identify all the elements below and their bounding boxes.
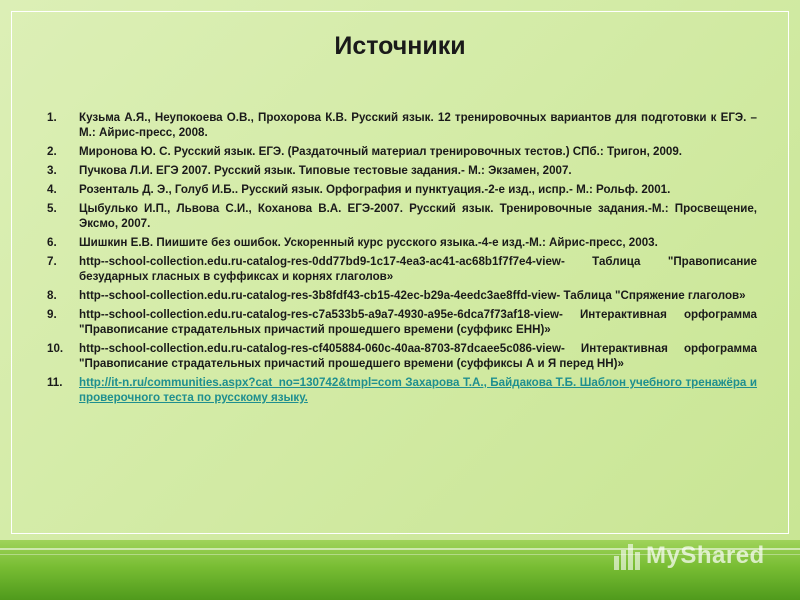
source-item [47, 163, 757, 178]
source-link[interactable]: http://it-n.ru/communities.aspx?cat_no=130742&tmpl=com Захарова Т.А., Байдакова Т.Б. Шаблон учебного тренажёра и проверочного теста по русскому языку. [79, 376, 757, 404]
source-item-link [47, 375, 757, 405]
source-text: Пучкова Л.И. ЕГЭ 2007. Русский язык. Типовые тестовые задания.- М.: Экзамен, 2007. [79, 164, 572, 177]
source-number: 3. [47, 164, 57, 177]
slide-title: Источники [334, 32, 466, 60]
source-item [47, 254, 757, 284]
source-number: 6. [47, 236, 57, 249]
watermark [612, 538, 792, 578]
source-item [47, 182, 757, 197]
source-number: 2. [47, 145, 57, 158]
source-item [47, 110, 757, 140]
source-text: Кузьма А.Я., Неупокоева О.В., Прохорова К.В. Русский язык. 12 тренировочных вариантов для подготовки к ЕГЭ. –М.: Айрис-пресс, 2008. [79, 111, 757, 139]
source-text: Шишкин Е.В. Пиишите без ошибок. Ускоренный курс русского языка.-4-е изд.-М.: Айрис-пресс, 2003. [79, 236, 658, 249]
source-item [47, 288, 757, 303]
source-text: Цыбулько И.П., Львова С.И., Коханова В.А. ЕГЭ-2007. Русский язык. Тренировочные задания.-М.: Просвещение, Эксмо, 2007. [79, 202, 757, 230]
source-number: 9. [47, 308, 57, 321]
source-number: 11. [47, 376, 63, 389]
source-number: 4. [47, 183, 57, 196]
watermark-text: MyShared [646, 542, 765, 569]
source-item [47, 235, 757, 250]
source-text: http--school-collection.edu.ru-catalog-res-3b8fdf43-cb15-42ec-b29a-4eedc3ae8ffd-view- Таблица "Спряжение глаголов» [79, 289, 746, 302]
source-text: http--school-collection.edu.ru-catalog-res-c7a533b5-a9a7-4930-a95e-6dca7f73af18-view- Интерактивная орфограмма "Правописание страдательных причастий прошедшего времени (суффикс ЕНН)» [79, 308, 757, 336]
source-number: 1. [47, 111, 57, 124]
source-text: Розенталь Д. Э., Голуб И.Б.. Русский язык. Орфография и пунктуация.-2-е изд., испр.- М.: Рольф. 2001. [79, 183, 671, 196]
sources-list [47, 110, 757, 409]
source-text: Миронова Ю. С. Русский язык. ЕГЭ. (Раздаточный материал тренировочных тестов.) СПб.: Тригон, 2009. [79, 145, 683, 158]
source-number: 5. [47, 202, 57, 215]
watermark-logo-icon [612, 538, 644, 574]
source-item [47, 341, 757, 371]
source-number: 7. [47, 255, 57, 268]
source-item [47, 144, 757, 159]
source-item [47, 307, 757, 337]
source-item [47, 201, 757, 231]
source-number: 8. [47, 289, 57, 302]
source-text: http--school-collection.edu.ru-catalog-res-0dd77bd9-1c17-4ea3-ac41-ac68b1f7f7e4-view- Таблица "Правописание безударных гласных в суффиксах и корнях глаголов» [79, 255, 757, 283]
source-text: http--school-collection.edu.ru-catalog-res-cf405884-060c-40aa-8703-87dcaee5c086-view- Интерактивная орфограмма "Правописание страдательных причастий прошедшего времени (суффиксы А и Я перед НН)» [79, 342, 757, 370]
source-number: 10. [47, 342, 64, 355]
